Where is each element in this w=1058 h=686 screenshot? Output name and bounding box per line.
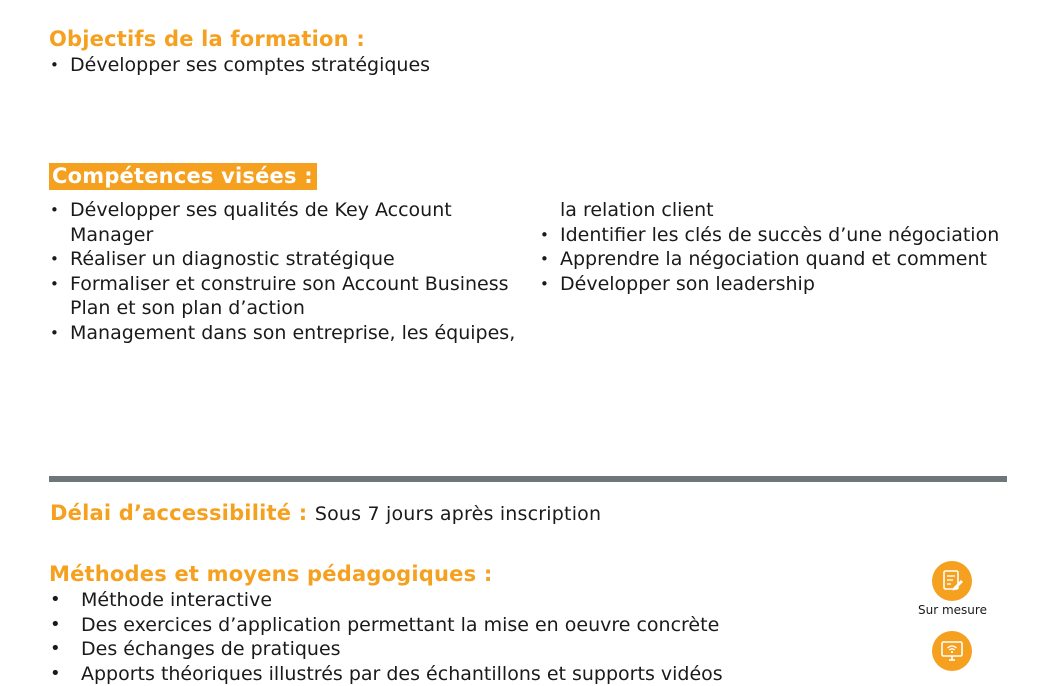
methodes-heading: Méthodes et moyens pédagogiques :: [49, 562, 493, 586]
list-item: • Développer son leadership: [540, 272, 1010, 297]
section-divider: [49, 476, 1007, 482]
list-item: • Développer ses comptes stratégiques: [50, 53, 650, 78]
delai-value: Sous 7 jours après inscription: [314, 503, 602, 525]
list-item: • Identifier les clés de succès d’une négociation: [540, 223, 1010, 248]
list-item: • Des exercices d’application permettant la mise en oeuvre concrète: [50, 613, 850, 638]
competences-left-list: [50, 198, 520, 346]
list-item: • Des échanges de pratiques: [50, 637, 850, 662]
list-item: • Développer ses qualités de Key Account Manager: [50, 198, 520, 247]
monitor-wifi-icon: [932, 631, 972, 671]
list-item: • Réaliser un diagnostic stratégique: [50, 247, 520, 272]
objectifs-list: [50, 53, 650, 78]
competences-continuation: la relation client: [560, 199, 714, 221]
icon-label-sur-mesure: Sur mesure: [918, 603, 987, 617]
list-item: • Méthode interactive: [50, 588, 850, 613]
list-item: • Management dans son entreprise, les équipes,: [50, 321, 520, 346]
methodes-list: [50, 588, 850, 686]
list-item: • Formaliser et construire son Account Business Plan et son plan d’action: [50, 272, 520, 321]
delai-label: Délai d’accessibilité :: [50, 501, 308, 525]
competences-heading: Compétences visées :: [49, 163, 317, 190]
objectifs-heading: Objectifs de la formation :: [49, 27, 365, 51]
competences-right-list: [540, 223, 1010, 297]
delai-row: [50, 501, 601, 525]
list-item: • Apprendre la négociation quand et comment: [540, 247, 1010, 272]
edit-document-icon: [932, 561, 972, 601]
list-item: • Apports théoriques illustrés par des échantillons et supports vidéos: [50, 662, 850, 686]
